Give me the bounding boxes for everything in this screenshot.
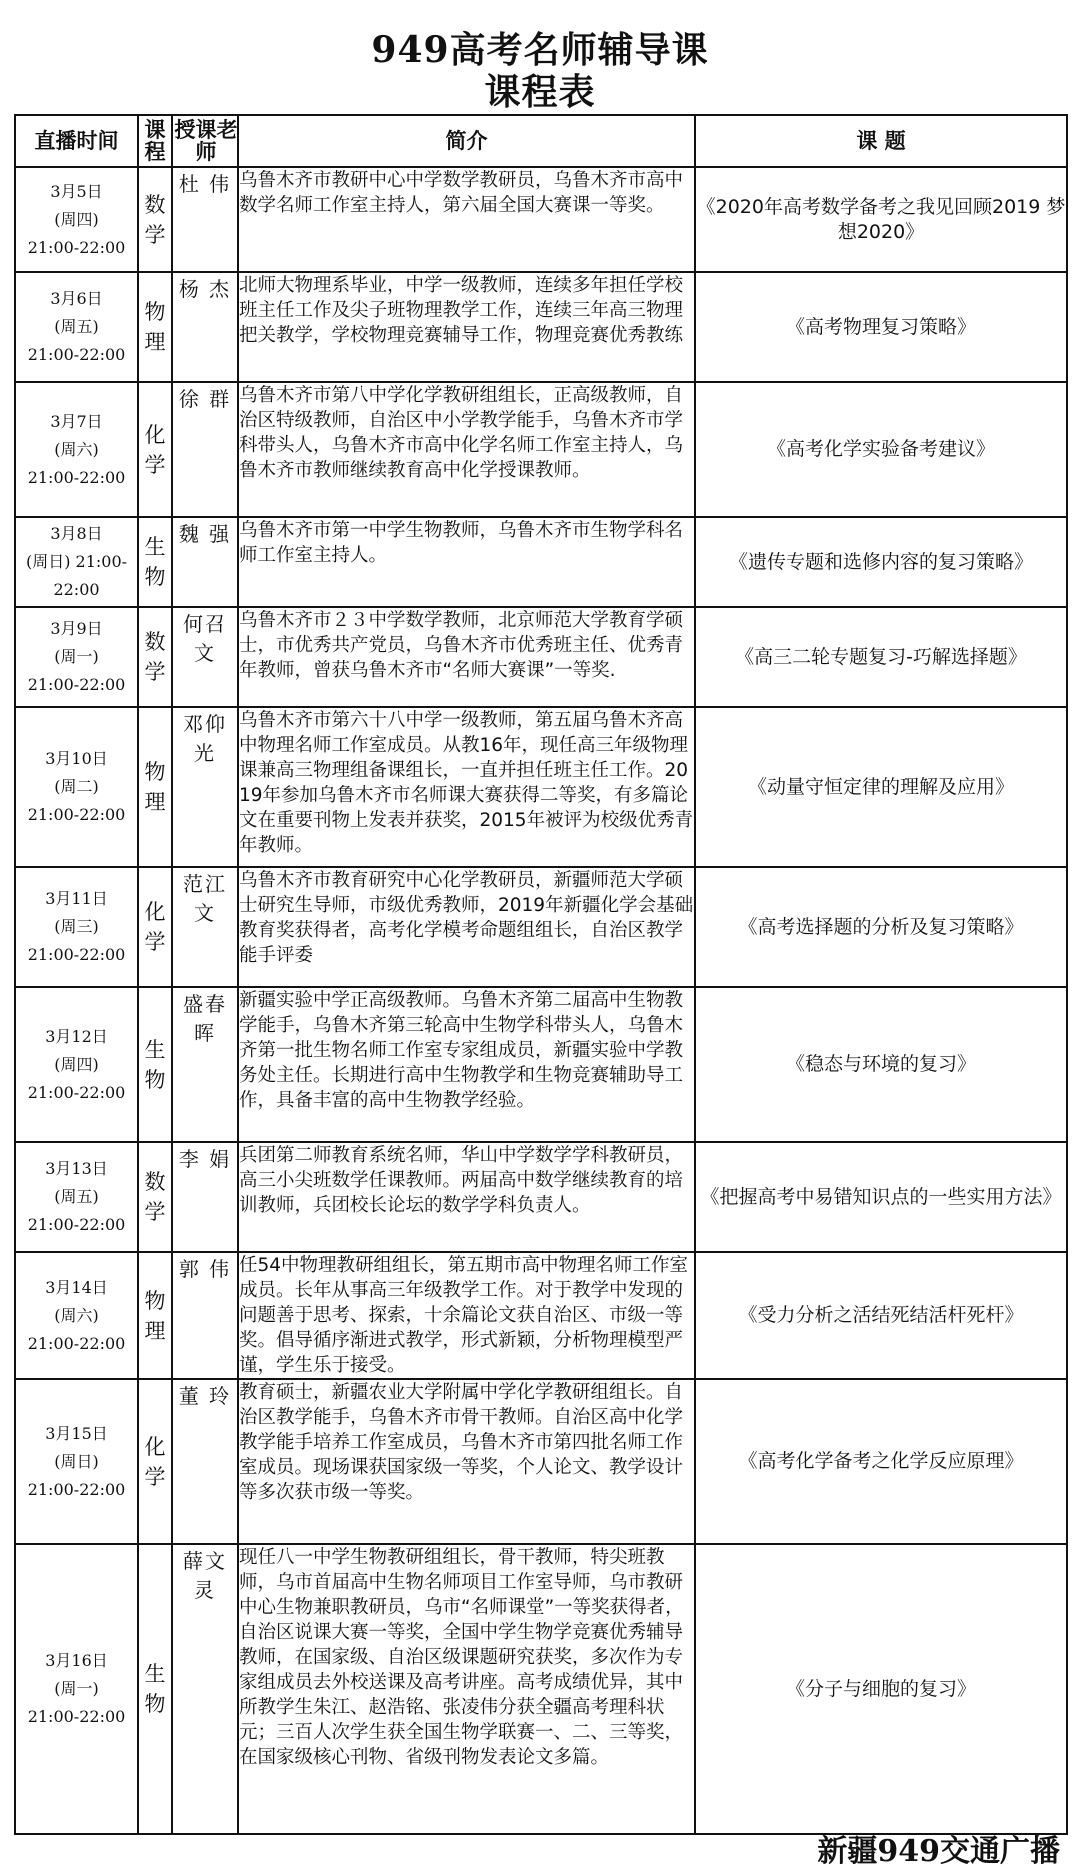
teacher-name: 邓仰光	[183, 712, 227, 765]
subject: 生物	[144, 1037, 166, 1092]
intro-cell	[238, 382, 695, 517]
topic-cell	[695, 1544, 1067, 1834]
lesson-topic: 《受力分析之活结死结活杆死杆》	[738, 1304, 1024, 1326]
page-subtitle: 课程表	[484, 71, 596, 113]
subject: 物理	[144, 1288, 166, 1343]
table-row	[15, 517, 1067, 607]
lesson-topic: 《高考化学实验备考建议》	[766, 438, 995, 460]
topic-cell	[695, 382, 1067, 517]
weekday: (周日) 21:00-22:00	[25, 552, 128, 599]
intro-cell	[238, 1142, 695, 1252]
teacher-bio: 乌鲁木齐市第六十八中学一级教师，第五届乌鲁木齐高中物理名师工作室成员。从教16年，现任高三年级物理课兼高三物理组备课组长，一直并担任班主任工作。2019年参加乌鲁木齐市名师课大赛获得二等奖，有多篇论文在重要刊物上发表并获奖，2015年被评为校级优秀青年教师。	[239, 710, 694, 856]
table-row	[15, 607, 1067, 707]
teacher-name: 李 娟	[178, 1147, 232, 1171]
time-slot: 21:00-22:00	[27, 1082, 126, 1102]
topic-cell	[695, 867, 1067, 987]
subject-cell	[138, 167, 172, 272]
time-slot: 21:00-22:00	[27, 805, 126, 824]
teacher-bio: 乌鲁木齐市教研中心中学数学教研员，乌鲁木齐市高中数学名师工作室主持人，第六届全国大赛课一等奖。	[239, 170, 684, 216]
broadcast-time-cell	[15, 1544, 138, 1834]
broadcast-time-cell	[15, 167, 138, 272]
table-row	[15, 272, 1067, 382]
teacher-cell	[172, 272, 238, 382]
subject: 化学	[144, 1434, 166, 1489]
intro-cell	[238, 167, 695, 272]
date: 3月12日	[45, 1026, 108, 1046]
table-row	[15, 707, 1067, 867]
weekday: (周一)	[54, 1679, 99, 1698]
broadcast-time-cell	[15, 272, 138, 382]
intro-cell	[238, 707, 695, 867]
teacher-bio: 北师大物理系毕业，中学一级教师，连续多年担任学校班主任工作及尖子班物理教学工作，连续三年高三物理把关教学，学校物理竞赛辅导工作，物理竞赛优秀教练	[239, 275, 684, 346]
lesson-topic: 《遗传专题和选修内容的复习策略》	[728, 550, 1033, 573]
subject-cell	[138, 867, 172, 987]
table-row	[15, 1252, 1067, 1379]
subject-cell	[138, 382, 172, 517]
table-row	[15, 1142, 1067, 1252]
teacher-name: 董 玲	[178, 1384, 232, 1408]
subject: 生物	[144, 535, 166, 589]
teacher-cell	[172, 607, 238, 707]
teacher-name: 盛春晖	[183, 992, 227, 1045]
broadcast-time-cell	[15, 867, 138, 987]
table-row	[15, 167, 1067, 272]
subject-cell	[138, 707, 172, 867]
intro-cell	[238, 867, 695, 987]
table-row	[15, 1379, 1067, 1544]
header-intro: 简介	[238, 115, 695, 167]
time-slot: 21:00-22:00	[27, 237, 126, 257]
subject-cell	[138, 1252, 172, 1379]
date: 3月8日	[50, 524, 103, 543]
time-slot: 21:00-22:00	[27, 1707, 126, 1726]
teacher-cell	[172, 1544, 238, 1834]
teacher-cell	[172, 517, 238, 607]
date: 3月16日	[45, 1651, 108, 1670]
intro-cell	[238, 272, 695, 382]
teacher-name: 杨 杰	[178, 277, 232, 301]
header-teacher: 授课老师	[172, 115, 238, 167]
lesson-topic: 《高三二轮专题复习-巧解选择题》	[735, 645, 1027, 668]
broadcaster-footer: 新疆949交通广播	[817, 1834, 1060, 1869]
teacher-bio: 教育硕士，新疆农业大学附属中学化学教研组组长。自治区教学能手，乌鲁木齐市骨干教师。自治区高中化学教学能手培养工作室成员，乌鲁木齐市第四批名师工作室成员。现场课获国家级一等奖，个人论文、教学设计等多次获市级一等奖。	[239, 1382, 684, 1503]
lesson-topic: 《高考选择题的分析及复习策略》	[738, 915, 1024, 938]
broadcast-time-cell	[15, 1379, 138, 1544]
weekday: (周六)	[54, 439, 99, 459]
date: 3月6日	[50, 289, 103, 308]
time-slot: 21:00-22:00	[27, 467, 126, 487]
weekday: (周日)	[54, 1451, 99, 1471]
weekday: (周四)	[54, 209, 99, 229]
header-subject: 课程	[138, 115, 172, 167]
lesson-topic: 《2020年高考数学备考之我见回顾2019 梦想2020》	[696, 195, 1066, 243]
header-time: 直播时间	[15, 115, 138, 167]
lesson-topic: 《分子与细胞的复习》	[785, 1677, 976, 1700]
broadcast-time-cell	[15, 987, 138, 1142]
teacher-bio: 新疆实验中学正高级教师。乌鲁木齐第二届高中生物教学能手，乌鲁木齐第三轮高中生物学科带头人，乌鲁木齐第一批生物名师工作室专家组成员，新疆实验中学教务处主任。长期进行高中生物教学和生物竞赛辅助导工作，具备丰富的高中生物教学经验。	[239, 990, 684, 1111]
page-title: 949高考名师辅导课	[371, 29, 709, 71]
weekday: (周一)	[54, 647, 99, 666]
teacher-bio: 乌鲁木齐市教育研究中心化学教研员，新疆师范大学硕士研究生导师，市级优秀教师，2019年新疆化学会基础教育奖获得者，高考化学模考命题组组长，自治区教学能手评委	[239, 870, 694, 966]
time-slot: 21:00-22:00	[27, 345, 126, 364]
teacher-name: 何召文	[183, 612, 227, 665]
teacher-bio: 现任八一中学生物教研组组长，骨干教师，特尖班教师，乌市首届高中生物名师项目工作室导师，乌市教研中心生物兼职教研员，乌市“名师课堂”一等奖获得者，自治区说课大赛一等奖，全国中学生物学竞赛优秀辅导教师，在国家级、自治区级课题研究获奖，多次作为专家组成员去外校送课及高考讲座。高考成绩优异，其中所教学生朱江、赵浩铭、张凌伟分获全疆高考理科状元；三百人次学生获全国生物学联赛一、二、三等奖，在国家级核心刊物、省级刊物发表论文多篇。	[239, 1547, 684, 1768]
weekday: (周二)	[54, 777, 99, 796]
teacher-cell	[172, 382, 238, 517]
subject-cell	[138, 607, 172, 707]
intro-cell	[238, 987, 695, 1142]
teacher-bio: 任54中物理教研组组长，第五期市高中物理名师工作室成员。长年从事高三年级教学工作。对于教学中发现的问题善于思考、探索，十余篇论文获自治区、市级一等奖。倡导循序渐进式教学，形式新颖，分析物理模型严谨，学生乐于接受。	[239, 1255, 689, 1376]
teacher-cell	[172, 1379, 238, 1544]
intro-cell	[238, 1252, 695, 1379]
subject: 数学	[144, 630, 166, 684]
topic-cell	[695, 272, 1067, 382]
broadcast-time-cell	[15, 517, 138, 607]
broadcast-time-cell	[15, 707, 138, 867]
date: 3月5日	[50, 181, 103, 201]
subject: 物理	[144, 300, 166, 354]
teacher-cell	[172, 167, 238, 272]
table-row	[15, 1544, 1067, 1834]
lesson-topic: 《高考物理复习策略》	[785, 315, 976, 338]
topic-cell	[695, 1252, 1067, 1379]
lesson-topic: 《动量守恒定律的理解及应用》	[747, 775, 1014, 798]
weekday: (周三)	[54, 917, 99, 936]
subject: 数学	[144, 192, 166, 247]
date: 3月7日	[50, 411, 103, 431]
teacher-cell	[172, 1252, 238, 1379]
header-row	[15, 115, 1067, 167]
date: 3月13日	[45, 1159, 108, 1178]
schedule-table	[14, 114, 1068, 1835]
intro-cell	[238, 1379, 695, 1544]
teacher-name: 郭 伟	[178, 1257, 232, 1281]
subject: 生物	[144, 1662, 166, 1716]
lesson-topic: 《把握高考中易错知识点的一些实用方法》	[700, 1185, 1062, 1208]
subject-cell	[138, 987, 172, 1142]
subject-cell	[138, 1379, 172, 1544]
topic-cell	[695, 167, 1067, 272]
intro-cell	[238, 517, 695, 607]
broadcast-time-cell	[15, 1142, 138, 1252]
table-row	[15, 987, 1067, 1142]
time-slot: 21:00-22:00	[27, 1333, 126, 1353]
intro-cell	[238, 607, 695, 707]
teacher-name: 杜 伟	[178, 172, 232, 196]
teacher-name: 魏 强	[178, 522, 232, 546]
lesson-topic: 《稳态与环境的复习》	[785, 1053, 976, 1075]
lesson-topic: 《高考化学备考之化学反应原理》	[738, 1450, 1024, 1472]
subject-cell	[138, 1544, 172, 1834]
topic-cell	[695, 987, 1067, 1142]
subject: 数学	[144, 1170, 166, 1224]
teacher-name: 徐 群	[178, 387, 232, 411]
table-row	[15, 867, 1067, 987]
weekday: (周五)	[54, 317, 99, 336]
teacher-cell	[172, 987, 238, 1142]
intro-cell	[238, 1544, 695, 1834]
table-row	[15, 382, 1067, 517]
topic-cell	[695, 517, 1067, 607]
time-slot: 21:00-22:00	[27, 945, 126, 964]
teacher-cell	[172, 707, 238, 867]
teacher-cell	[172, 867, 238, 987]
time-slot: 21:00-22:00	[27, 1479, 126, 1499]
broadcast-time-cell	[15, 1252, 138, 1379]
teacher-bio: 乌鲁木齐市第一中学生物教师，乌鲁木齐市生物学科名师工作室主持人。	[239, 520, 684, 566]
date: 3月11日	[45, 889, 108, 908]
teacher-cell	[172, 1142, 238, 1252]
date: 3月9日	[50, 619, 103, 638]
broadcast-time-cell	[15, 607, 138, 707]
date: 3月10日	[45, 749, 108, 768]
subject: 物理	[144, 760, 166, 814]
date: 3月15日	[45, 1423, 108, 1443]
header-topic: 课 题	[695, 115, 1067, 167]
subject: 化学	[144, 422, 166, 477]
teacher-bio: 乌鲁木齐市２３中学数学教师，北京师范大学教育学硕士，市优秀共产党员，乌鲁木齐市优秀班主任、优秀青年教师，曾获乌鲁木齐市“名师大赛课”一等奖.	[239, 610, 684, 681]
teacher-name: 范江文	[183, 872, 227, 925]
weekday: (周六)	[54, 1305, 99, 1325]
topic-cell	[695, 1142, 1067, 1252]
topic-cell	[695, 607, 1067, 707]
subject: 化学	[144, 900, 166, 954]
weekday: (周四)	[54, 1054, 99, 1074]
time-slot: 21:00-22:00	[27, 675, 126, 694]
topic-cell	[695, 1379, 1067, 1544]
time-slot: 21:00-22:00	[27, 1215, 126, 1234]
teacher-bio: 兵团第二师教育系统名师，华山中学数学学科教研员，高三小尖班数学任课教师。两届高中数学继续教育的培训教师，兵团校长论坛的数学学科负责人。	[239, 1145, 684, 1216]
date: 3月14日	[45, 1277, 108, 1297]
broadcast-time-cell	[15, 382, 138, 517]
subject-cell	[138, 272, 172, 382]
subject-cell	[138, 517, 172, 607]
teacher-bio: 乌鲁木齐市第八中学化学教研组组长，正高级教师，自治区特级教师，自治区中小学教学能手，乌鲁木齐市学科带头人，乌鲁木齐市高中化学名师工作室主持人，乌鲁木齐市教师继续教育高中化学授课教师。	[239, 385, 684, 481]
topic-cell	[695, 707, 1067, 867]
subject-cell	[138, 1142, 172, 1252]
weekday: (周五)	[54, 1187, 99, 1206]
teacher-name: 薛文灵	[183, 1549, 227, 1602]
